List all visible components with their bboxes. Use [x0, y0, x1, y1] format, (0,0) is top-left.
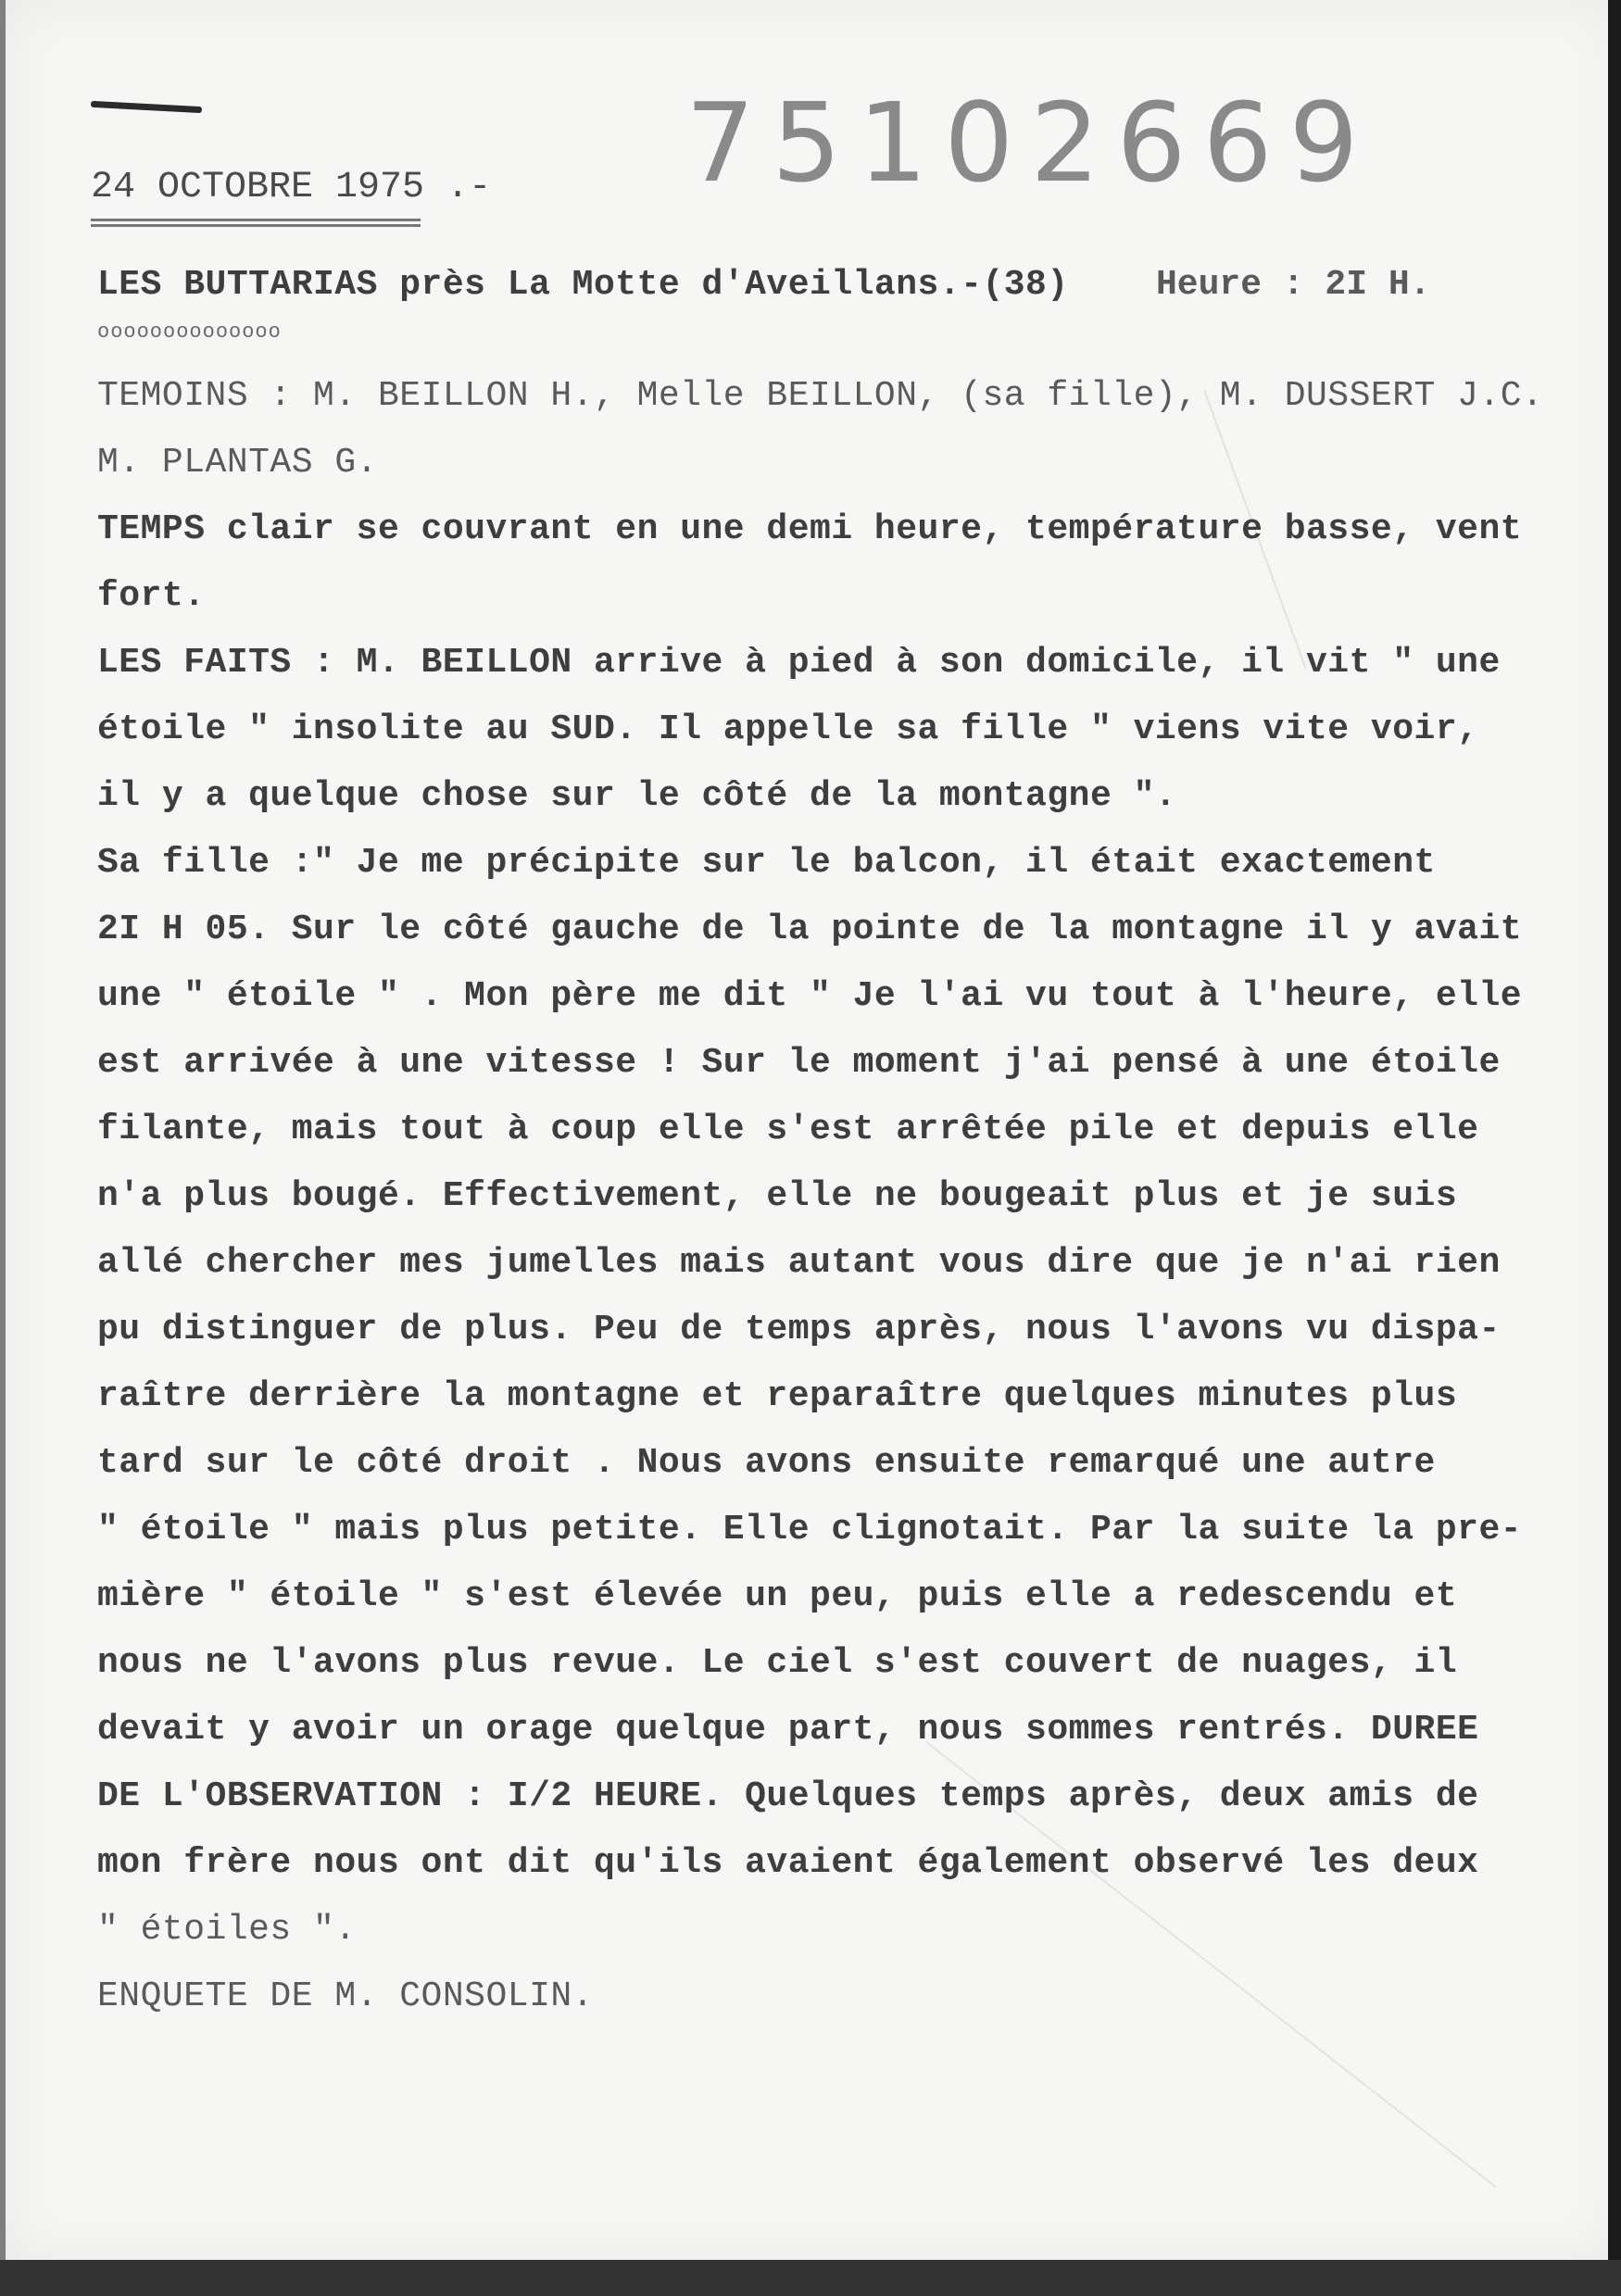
scan-edge-bottom: [0, 2260, 1621, 2296]
report-line: étoile " insolite au SUD. Il appelle sa fille " viens vite voir,: [97, 709, 1479, 749]
report-line: " étoile " mais plus petite. Elle clignotait. Par la suite la pre-: [97, 1510, 1523, 1549]
report-line: n'a plus bougé. Effectivement, elle ne bougeait plus et je suis: [97, 1176, 1458, 1216]
report-line: filante, mais tout à coup elle s'est arrêtée pile et depuis elle: [97, 1110, 1479, 1149]
report-line: fort.: [97, 576, 206, 616]
separator-circles: oooooooooooooo: [97, 320, 282, 344]
report-line: raître derrière la montagne et reparaître quelques minutes plus: [97, 1376, 1458, 1416]
date-underline: [91, 219, 421, 227]
report-line: mon frère nous ont dit qu'ils avaient également observé les deux: [97, 1843, 1479, 1883]
report-line: nous ne l'avons plus revue. Le ciel s'est couvert de nuages, il: [97, 1643, 1458, 1683]
report-line: LES FAITS : M. BEILLON arrive à pied à son domicile, il vit " une: [97, 643, 1501, 683]
report-line: mière " étoile " s'est élevée un peu, puis elle a redescendu et: [97, 1576, 1458, 1616]
report-line: pu distinguer de plus. Peu de temps après, nous l'avons vu dispa-: [97, 1310, 1501, 1349]
report-date: 24 OCTOBRE 1975 .-: [91, 167, 492, 208]
time-line: Heure : 2I H.: [1156, 265, 1431, 305]
report-line: allé chercher mes jumelles mais autant vous dire que je n'ai rien: [97, 1243, 1501, 1283]
report-line: DE L'OBSERVATION : I/2 HEURE. Quelques temps après, deux amis de: [97, 1776, 1479, 1816]
report-line: est arrivée à une vitesse ! Sur le moment j'ai pensé à une étoile: [97, 1043, 1501, 1083]
location-line: LES BUTTARIAS près La Motte d'Aveillans.-(38): [97, 265, 1069, 305]
report-line: " étoiles ".: [97, 1910, 357, 1950]
report-line: TEMPS clair se couvrant en une demi heure, température basse, vent: [97, 509, 1523, 549]
report-line: ENQUETE DE M. CONSOLIN.: [97, 1976, 594, 2016]
report-line: M. PLANTAS G.: [97, 443, 378, 483]
report-line: 2I H 05. Sur le côté gauche de la pointe de la montagne il y avait: [97, 910, 1523, 949]
scan-edge-right: [1608, 0, 1621, 2296]
report-line: TEMOINS : M. BEILLON H., Melle BEILLON, (sa fille), M. DUSSERT J.C.: [97, 376, 1544, 416]
report-line: il y a quelque chose sur le côté de la montagne ".: [97, 776, 1177, 816]
report-line: une " étoile " . Mon père me dit " Je l'ai vu tout à l'heure, elle: [97, 976, 1523, 1016]
report-line: Sa fille :" Je me précipite sur le balcon, il était exactement: [97, 843, 1436, 883]
report-line: tard sur le côté droit . Nous avons ensuite remarqué une autre: [97, 1443, 1436, 1483]
stamp-number: 75102669: [685, 79, 1376, 207]
report-line: devait y avoir un orage quelque part, nous sommes rentrés. DUREE: [97, 1710, 1479, 1750]
